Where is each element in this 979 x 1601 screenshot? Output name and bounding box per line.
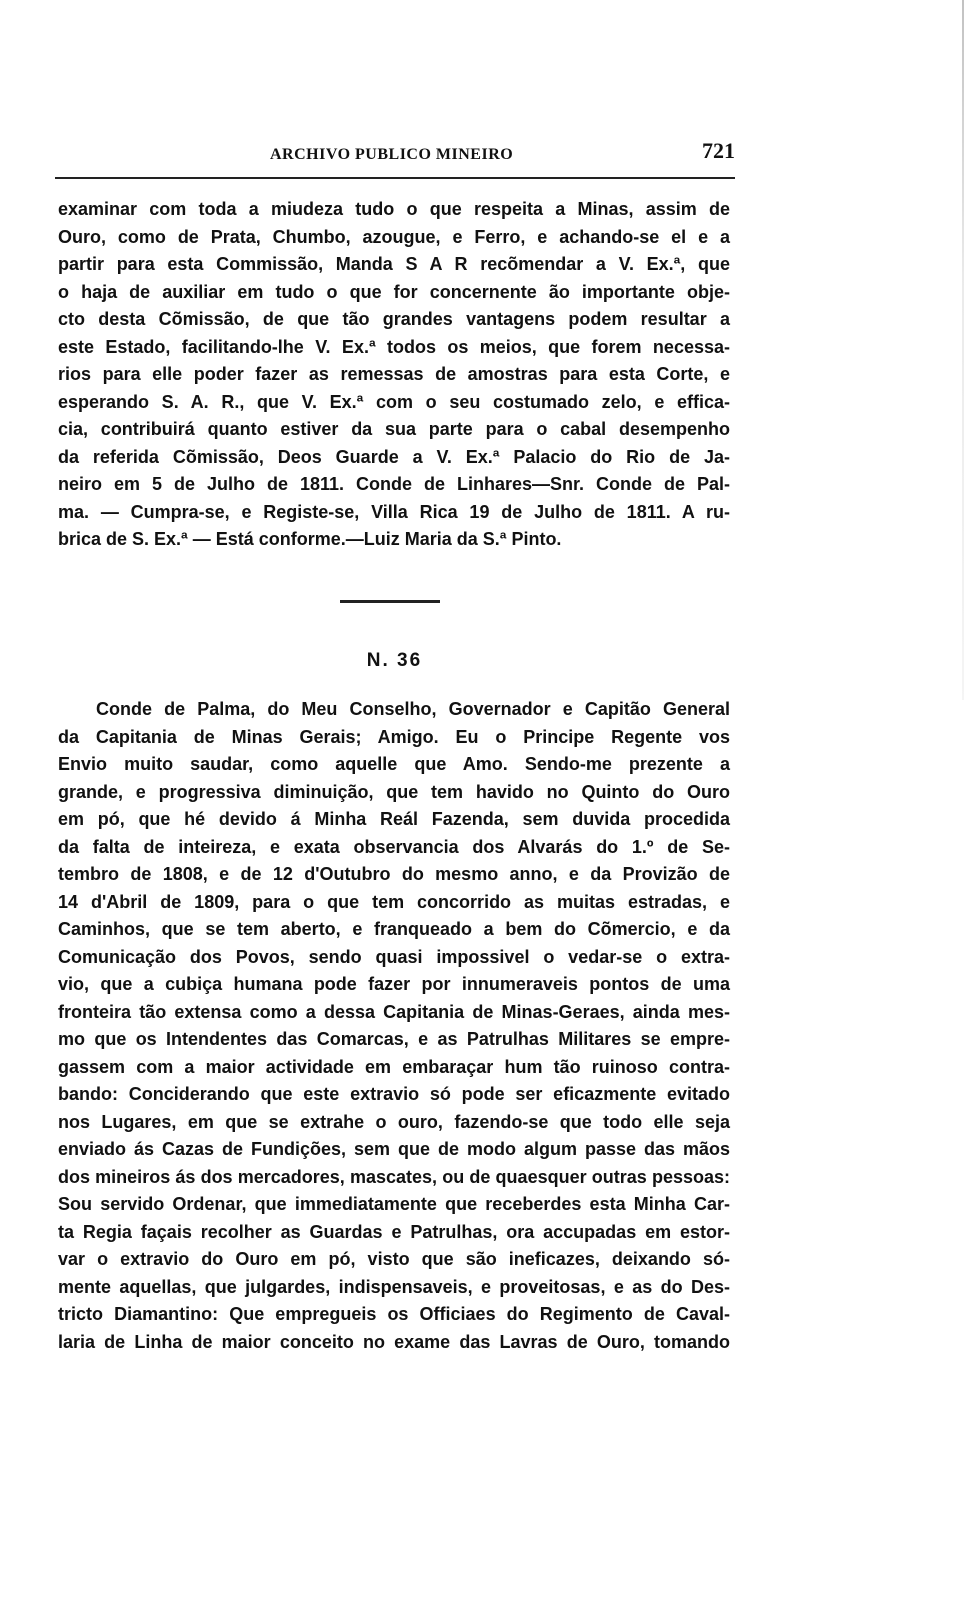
text-line: da Capitania de Minas Gerais; Amigo. Eu o Principe Regente vos [58,726,730,747]
text-line: nos Lugares, em que se extrahe o ouro, fazendo-se que todo elle seja [58,1111,730,1132]
text-line: cia, contribuirá quanto estiver da sua parte para o cabal desempenho [58,419,730,439]
text-line: examinar com toda a miudeza tudo o que respeita a Minas, assim de [58,199,730,219]
text-line: Comunicação dos Povos, sendo quasi impossivel o vedar-se o extra- [58,946,730,967]
page-number: 721 [702,138,735,163]
text-line: vio, que a cubiça humana pode fazer por innumeraveis pontos de uma [58,974,730,994]
text-line: da referida Cõmissão, Deos Guarde a V. Ex.ª Palacio do Rio de Ja- [58,446,730,467]
text-line: tricto Diamantino: Que empregueis os Officiaes do Regimento de Caval- [58,1304,730,1324]
header-rule [55,177,735,179]
text-line: o haja de auxiliar em tudo o que for concernente ão importante obje- [58,281,730,302]
text-line: fronteira tão extensa como a dessa Capitania de Minas-Geraes, ainda mes- [58,1001,730,1022]
text-line: mente aquellas, que julgardes, indispensaveis, e proveitosas, e as do Des- [58,1276,730,1297]
text-line: laria de Linha de maior conceito no exame das Lavras de Ouro, tomando [58,1331,730,1352]
text-line: mo que os Intendentes das Comarcas, e as Patrulhas Militares se empre- [58,1029,730,1049]
text-line: ta Regia façais recolher as Guardas e Patrulhas, ora accupadas em estor- [58,1221,730,1242]
text-line: bando: Conciderando que este extravio só pode ser eficazmente evitado [58,1084,730,1104]
text-line: em pó, que hé devido á Minha Reál Fazenda, sem duvida procedida [58,809,730,829]
text-line: cto desta Cõmissão, de que tão grandes vantagens podem resultar a [58,309,730,329]
text-line: grande, e progressiva diminuição, que tem havido no Quinto do Ouro [58,781,730,802]
text-line: da falta de inteireza, e exata observancia dos Alvarás do 1.º de Se- [58,836,730,857]
text-line: dos mineiros ás dos mercadores, mascates, ou de quaesquer outras pessoas: [58,1166,730,1187]
text-line: gassem com a maior actividade em embaraçar hum tão ruinoso contra- [58,1056,730,1077]
text-line: neiro em 5 de Julho de 1811. Conde de Linhares—Snr. Conde de Pal- [58,474,730,494]
text-line: Ouro, como de Prata, Chumbo, azougue, e Ferro, e achando-se el e a [58,226,730,247]
page-header [55,138,735,174]
text-line: Envio muito saudar, como aquelle que Amo. Sendo-me prezente a [58,754,730,774]
text-line: partir para esta Commissão, Manda S A R recõmendar a V. Ex.ª, que [58,254,730,274]
text-line: Conde de Palma, do Meu Conselho, Governador e Capitão General [96,699,730,719]
paragraph-continuation [58,196,730,554]
section-divider [340,600,440,603]
text-line: Sou servido Ordenar, que immediatamente que receberdes esta Minha Car- [58,1194,730,1214]
text-line: ma. — Cumpra-se, e Registe-se, Villa Rica 19 de Julho de 1811. A ru- [58,501,730,522]
text-line: esperando S. A. R., que V. Ex.ª com o seu costumado zelo, e effica- [58,391,730,412]
text-line: brica de S. Ex.ª — Está conforme.—Luiz Maria da S.ª Pinto. [58,529,562,549]
document-number: N. 36 [366,650,423,671]
text-line: tembro de 1808, e de 12 d'Outubro do mesmo anno, e da Provizão de [58,864,730,884]
text-line: var o extravio do Ouro em pó, visto que são ineficazes, deixando só- [58,1249,730,1269]
letter-paragraph [58,696,730,1356]
text-line: 14 d'Abril de 1809, para o que tem concorrido as muitas estradas, e [58,891,730,912]
running-title: ARCHIVO PUBLICO MINEIRO [270,146,514,163]
text-line: enviado ás Cazas de Fundições, sem que de modo algum passe das mãos [58,1139,730,1159]
text-line: este Estado, facilitando-lhe V. Ex.ª todos os meios, que forem necessa- [58,336,730,357]
scan-edge-mark [962,0,964,700]
text-line: Caminhos, que se tem aberto, e franqueado a bem do Cõmercio, e da [58,919,730,939]
text-line: rios para elle poder fazer as remessas de amostras para esta Corte, e [58,364,730,384]
